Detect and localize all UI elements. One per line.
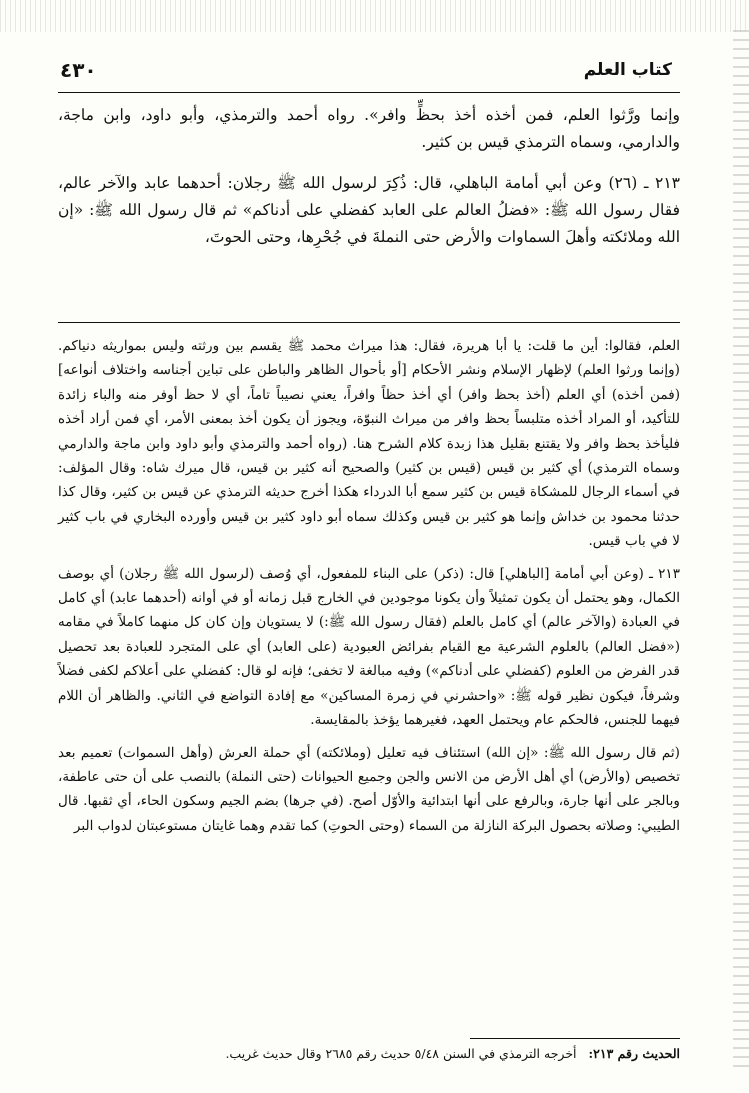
hadith-paragraph: ٢١٣ ـ (٢٦) وعن أبي أمامة الباهلي، قال: ذُكِرَ لرسول الله ﷺ رجلان: أحدهما عابد والآخر عالم، فقال رسول الله ﷺ: «فضلُ العالم على العابد كفضلي على أدناكم» ثم قال رسول الله ﷺ: «إن الله وملائكته وأهلَ السماوات والأرض حتى النملةَ في جُحْرِها، وحتى الحوتَ، xyxy=(58,174,680,246)
commentary-paragraph: العلم، فقالوا: أين ما قلت: يا أبا هريرة، فقال: هذا ميراث محمد ﷺ يقسم بين ورثته وليس بمواريثه دنياكم. (وإنما ورثوا العلم) لإظهار الإسلام ونشر الأحكام [أو بأحوال الظاهر والباطن على تباين أجناسه واختلاف أنواعه] (فمن أخذه) أي العلم (أخذ بحظ وافر) أي أخذ حظاً وافراً، يعني نصيباً تاماً، أي لا حظ أوفر منه والباء زائدة للتأكيد، أو المراد أخذه متلبساً بحظ وافر من ميراث النبوّة، ويجوز أن يكون أخذ بمعنى الأمر، أي فمن أراد أخذه فليأخذ بحظ وافر ولا يقتنع بقليل هذا زبدة كلام الشرح هنا. (رواه أحمد والترمذي وأبو داود وابن ماجة والدارمي وسماه الترمذي) أي كثير بن قيس (قيس بن كثير) والصحيح أنه كثير بن قيس، قال ميرك شاه: وقال المؤلف: في أسماء الرجال للمشكاة قيس بن كثير سمع أبا الدرداء هكذا أخرج حديثه الترمذي عن قيس بن كثير، وقال كذا حدثنا محمود بن خداش وإنما هو كثير بن قيس وكذلك سماه أبو داود كثير بن قيس وأورده البخاري في باب كثير لا في باب قيس. xyxy=(58,338,680,550)
commentary-paragraph: (ثم قال رسول الله ﷺ: «إن الله) استئناف فيه تعليل (وملائكته) أي حملة العرش (وأهل السموات) تعميم بعد تخصيص (والأرض) أي أهل الأرض من الانس والجن وجميع الحيوانات (حتى النملة) بالنصب على أن حتى عاطفة، وبالجر على أنها جارة، وبالرفع على أنها ابتدائية والأوّل أصح. (في جرها) بضم الجيم وسكون الحاء، أي ثقبها. قال الطيبي: وصلاته بحصول البركة النازلة من السماء (وحتى الحوتِ) كما تقدم وهما غايتان مستوعبتان لدواب البر xyxy=(58,744,680,834)
page-number: ٤٣٠ xyxy=(60,58,97,82)
page-header xyxy=(58,60,680,93)
footnote-divider xyxy=(470,1038,680,1039)
hadith-text xyxy=(58,102,680,265)
page-border-top xyxy=(0,0,749,32)
footnote-text: أخرجه الترمذي في السنن ٥/٤٨ حديث رقم ٢٦٨٥ وقال حديث غريب. xyxy=(225,1046,577,1061)
hadith-paragraph: وإنما ورَّثوا العلم، فمن أخذه أخذ بحظٍّ وافر». رواه أحمد والترمذي، وأبو داود، وابن ماجة، والدارمي، وسماه الترمذي قيس بن كثير. xyxy=(58,106,680,151)
footnote-label: الحديث رقم ٢١٣: xyxy=(588,1046,680,1061)
page-border-right xyxy=(733,30,749,1070)
book-page xyxy=(58,32,680,1092)
commentary-text xyxy=(58,334,680,846)
section-divider xyxy=(58,322,680,323)
commentary-paragraph: ٢١٣ ـ (وعن أبي أمامة [الباهلي] قال: (ذكر) على البناء للمفعول، أي وُصف (لرسول الله ﷺ رجلان) أي بوصف الكمال، وهو يحتمل أن يكون تمثيلاً وأن يكونا موجودين في الخارج قبل زمانه أو في أوانه (أحدهما عابد) أي كامل في العبادة (والآخر عالم) أي كامل بالعلم (فقال رسول الله ﷺ:) لا يستويان وإن كان كل منهما كاملاً في مقامه («فضل العالم) بالعلوم الشرعية مع القيام بفرائض العبودية (على العابد) أي على المتجرد للعبادة بعد تحصيل قدر الفرض من العلوم (كفضلي على أدناكم») وفيه مبالغة لا تخفى؛ فإنه لو قال: كفضلي على أعلاكم لكفى فضلاً وشرفاً، فيكون نظير قوله ﷺ: «واحشرني في زمرة المساكين» مع إفادة التواضع في الثاني. والظاهر أن اللام فيهما للجنس، فالحكم عام ويحتمل العهد، فغيرهما يؤخذ بالمقايسة. xyxy=(58,565,680,729)
footnote xyxy=(58,1044,680,1064)
book-title: كتاب العلم xyxy=(583,60,672,80)
